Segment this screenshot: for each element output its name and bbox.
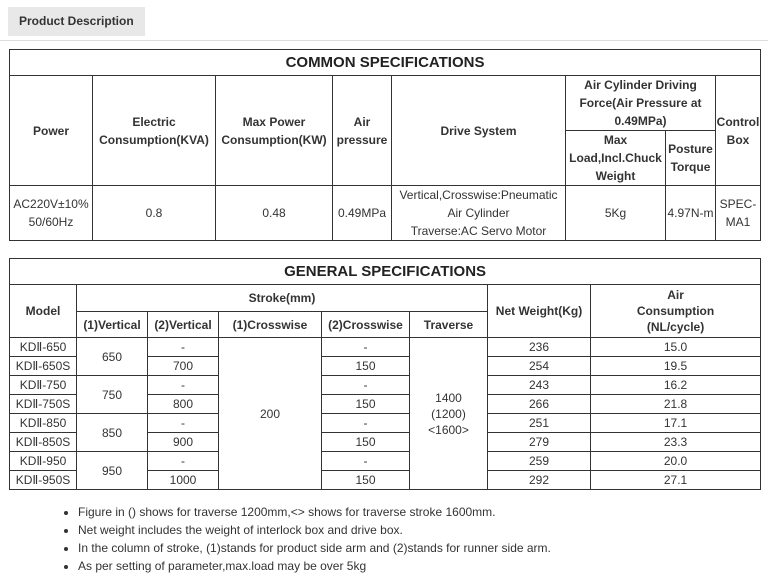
max-power-value: 0.48 <box>216 186 333 241</box>
header-control-box: Control Box <box>716 76 761 186</box>
common-title: COMMON SPECIFICATIONS <box>10 50 761 76</box>
crosswise-2-cell: 150 <box>322 357 410 376</box>
list-item: • As per setting of parameter,max.load may be over 5kg <box>78 557 551 575</box>
header-max-load: Max Load,Incl.Chuck Weight <box>566 131 666 186</box>
common-specifications-table <box>9 49 761 241</box>
air-consumption-cell: 20.0 <box>591 452 761 471</box>
vertical-2-cell: 900 <box>148 433 219 452</box>
air-consumption-cell: 21.8 <box>591 395 761 414</box>
vertical-1-cell: 850 <box>77 414 148 452</box>
model-cell: KDⅡ-650 <box>10 338 77 357</box>
vertical-1-cell: 650 <box>77 338 148 376</box>
air-consumption-cell: 19.5 <box>591 357 761 376</box>
net-weight-cell: 279 <box>488 433 591 452</box>
net-weight-cell: 292 <box>488 471 591 490</box>
list-item: • Figure in () shows for traverse 1200mm,<> shows for traverse stroke 1600mm. <box>78 503 551 521</box>
header-traverse: Traverse <box>410 312 488 338</box>
vertical-2-cell: 700 <box>148 357 219 376</box>
model-cell: KDⅡ-650S <box>10 357 77 376</box>
model-cell: KDⅡ-950 <box>10 452 77 471</box>
control-box-cell: SPEC- MA1 <box>716 186 761 241</box>
table-row <box>10 376 761 395</box>
air-pressure-value: 0.49MPa <box>333 186 392 241</box>
air-consumption-cell: 15.0 <box>591 338 761 357</box>
max-load-value: 5Kg <box>566 186 666 241</box>
air-consumption-cell: 16.2 <box>591 376 761 395</box>
traverse-cell: 1400 (1200) <1600> <box>410 338 488 490</box>
header-drive-system: Drive System <box>392 76 566 186</box>
header-crosswise-2: (2)Crosswise <box>322 312 410 338</box>
crosswise-2-cell: - <box>322 414 410 433</box>
notes-list <box>60 503 551 575</box>
general-title: GENERAL SPECIFICATIONS <box>10 259 761 285</box>
net-weight-cell: 251 <box>488 414 591 433</box>
model-cell: KDⅡ-750 <box>10 376 77 395</box>
net-weight-cell: 236 <box>488 338 591 357</box>
crosswise-2-cell: 150 <box>322 395 410 414</box>
net-weight-cell: 259 <box>488 452 591 471</box>
vertical-2-cell: 800 <box>148 395 219 414</box>
model-cell: KDⅡ-850 <box>10 414 77 433</box>
header-max-power: Max Power Consumption(KW) <box>216 76 333 186</box>
header-air-consumption: Air Consumption (NL/cycle) <box>591 285 761 338</box>
header-stroke: Stroke(mm) <box>77 285 488 312</box>
posture-torque-value: 4.97N-m <box>666 186 716 241</box>
air-consumption-cell: 27.1 <box>591 471 761 490</box>
crosswise-2-cell: - <box>322 376 410 395</box>
model-cell: KDⅡ-950S <box>10 471 77 490</box>
vertical-2-cell: - <box>148 376 219 395</box>
header-model: Model <box>10 285 77 338</box>
general-specifications-table <box>9 258 761 490</box>
crosswise-2-cell: 150 <box>322 433 410 452</box>
tab-bar <box>0 0 768 41</box>
list-item: • Net weight includes the weight of interlock box and drive box. <box>78 521 551 539</box>
vertical-1-cell: 750 <box>77 376 148 414</box>
model-cell: KDⅡ-850S <box>10 433 77 452</box>
electric-value: 0.8 <box>93 186 216 241</box>
vertical-2-cell: - <box>148 414 219 433</box>
header-posture-torque: Posture Torque <box>666 131 716 186</box>
header-net-weight: Net Weight(Kg) <box>488 285 591 338</box>
header-electric-consumption: Electric Consumption(KVA) <box>93 76 216 186</box>
vertical-2-cell: - <box>148 338 219 357</box>
crosswise-2-cell: - <box>322 452 410 471</box>
tab-product-description[interactable]: Product Description <box>8 7 145 36</box>
crosswise-2-cell: 150 <box>322 471 410 490</box>
header-air-cylinder-force: Air Cylinder Driving Force(Air Pressure at 0.49MPa) <box>566 76 716 131</box>
table-row <box>10 338 761 357</box>
power-cell: AC220V±10% 50/60Hz <box>10 186 93 241</box>
vertical-2-cell: 1000 <box>148 471 219 490</box>
model-cell: KDⅡ-750S <box>10 395 77 414</box>
list-item: • In the column of stroke, (1)stands for product side arm and (2)stands for runner side arm. <box>78 539 551 557</box>
net-weight-cell: 243 <box>488 376 591 395</box>
table-row <box>10 414 761 433</box>
vertical-1-cell: 950 <box>77 452 148 490</box>
header-vertical-2: (2)Vertical <box>148 312 219 338</box>
header-air-pressure: Air pressure <box>333 76 392 186</box>
header-vertical-1: (1)Vertical <box>77 312 148 338</box>
crosswise-2-cell: - <box>322 338 410 357</box>
net-weight-cell: 254 <box>488 357 591 376</box>
air-consumption-cell: 23.3 <box>591 433 761 452</box>
vertical-2-cell: - <box>148 452 219 471</box>
header-crosswise-1: (1)Crosswise <box>219 312 322 338</box>
crosswise-1-cell: 200 <box>219 338 322 490</box>
drive-system-cell: Vertical,Crosswise:Pneumatic Air Cylinder Traverse:AC Servo Motor <box>392 186 566 241</box>
table-row <box>10 452 761 471</box>
net-weight-cell: 266 <box>488 395 591 414</box>
air-consumption-cell: 17.1 <box>591 414 761 433</box>
header-power: Power <box>10 76 93 186</box>
